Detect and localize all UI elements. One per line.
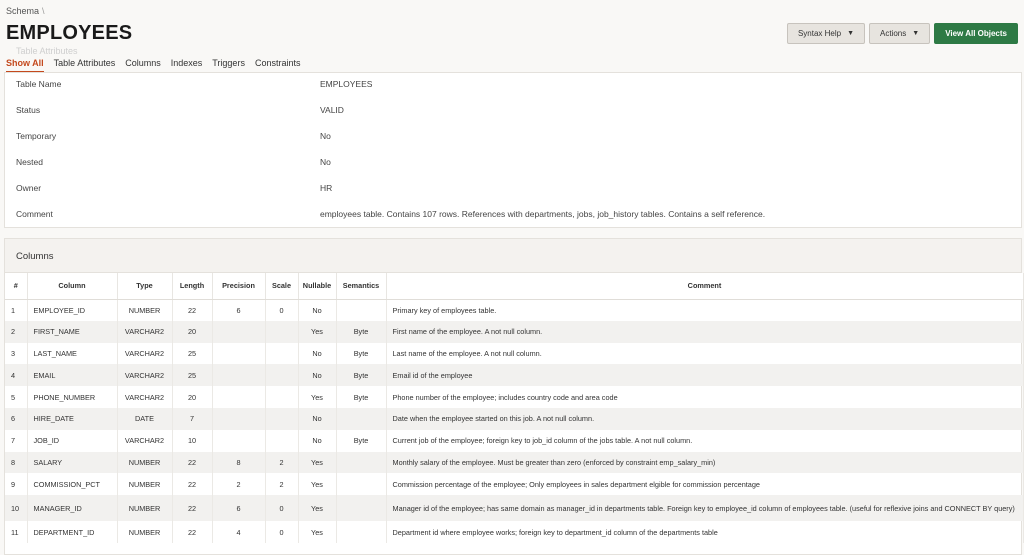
header-scale[interactable]: Scale xyxy=(265,273,298,299)
cell-length: 22 xyxy=(172,473,212,495)
table-row[interactable] xyxy=(5,364,1023,386)
cell-comment: First name of the employee. A not null column. xyxy=(386,321,1023,343)
header-comment[interactable]: Comment xyxy=(386,273,1023,299)
cell-scale xyxy=(265,408,298,430)
cell-type: NUMBER xyxy=(117,495,172,521)
cell-comment: Date when the employee started on this job. A not null column. xyxy=(386,408,1023,430)
cell-number: 4 xyxy=(5,364,27,386)
cell-comment: Last name of the employee. A not null column. xyxy=(386,343,1023,365)
table-row[interactable] xyxy=(5,321,1023,343)
cell-precision: 6 xyxy=(212,299,265,321)
attr-value: employees table. Contains 107 rows. References with departments, jobs, job_history tables. Contains a self reference. xyxy=(320,209,766,219)
cell-type: NUMBER xyxy=(117,452,172,474)
cell-column: MANAGER_ID xyxy=(27,495,117,521)
attr-table-name xyxy=(5,79,1021,105)
table-attributes-panel xyxy=(4,72,1022,228)
cell-comment: Department id where employee works; foreign key to department_id column of the departments table xyxy=(386,521,1023,543)
cell-nullable: No xyxy=(298,408,336,430)
cell-semantics xyxy=(336,495,386,521)
cell-scale xyxy=(265,343,298,365)
page-title: EMPLOYEES xyxy=(6,22,133,44)
cell-length: 25 xyxy=(172,343,212,365)
attr-value: HR xyxy=(320,183,333,193)
table-row[interactable] xyxy=(5,521,1023,543)
cell-column: LAST_NAME xyxy=(27,343,117,365)
cell-precision: 8 xyxy=(212,452,265,474)
syntax-help-button[interactable] xyxy=(787,23,865,44)
attr-key: Table Name xyxy=(16,79,62,89)
cell-semantics xyxy=(336,521,386,543)
attr-owner xyxy=(5,183,1021,209)
breadcrumb xyxy=(6,6,45,16)
table-row[interactable] xyxy=(5,299,1023,321)
cell-precision: 4 xyxy=(212,521,265,543)
attr-value: No xyxy=(320,131,331,141)
actions-label: Actions xyxy=(880,29,907,38)
cell-semantics: Byte xyxy=(336,343,386,365)
table-row[interactable] xyxy=(5,430,1023,452)
ghost-section-label: Table Attributes xyxy=(16,46,78,56)
header-precision[interactable]: Precision xyxy=(212,273,265,299)
cell-type: VARCHAR2 xyxy=(117,321,172,343)
table-row[interactable] xyxy=(5,408,1023,430)
cell-comment: Commission percentage of the employee; Only employees in sales department elgible for commission percentage xyxy=(386,473,1023,495)
cell-precision xyxy=(212,386,265,408)
cell-type: NUMBER xyxy=(117,473,172,495)
cell-length: 22 xyxy=(172,495,212,521)
cell-length: 20 xyxy=(172,386,212,408)
cell-number: 6 xyxy=(5,408,27,430)
cell-semantics: Byte xyxy=(336,386,386,408)
tab-columns[interactable]: Columns xyxy=(125,58,161,68)
cell-precision xyxy=(212,430,265,452)
section-tabs xyxy=(6,58,300,73)
cell-scale xyxy=(265,430,298,452)
cell-column: SALARY xyxy=(27,452,117,474)
cell-number: 10 xyxy=(5,495,27,521)
cell-scale: 2 xyxy=(265,452,298,474)
table-row[interactable] xyxy=(5,343,1023,365)
cell-length: 7 xyxy=(172,408,212,430)
columns-table-header xyxy=(5,273,1023,299)
cell-precision: 6 xyxy=(212,495,265,521)
cell-column: HIRE_DATE xyxy=(27,408,117,430)
cell-length: 20 xyxy=(172,321,212,343)
cell-semantics xyxy=(336,473,386,495)
tab-show-all[interactable]: Show All xyxy=(6,58,44,73)
cell-number: 8 xyxy=(5,452,27,474)
cell-comment: Phone number of the employee; includes country code and area code xyxy=(386,386,1023,408)
tab-constraints[interactable]: Constraints xyxy=(254,58,301,68)
cell-semantics xyxy=(336,452,386,474)
cell-column: DEPARTMENT_ID xyxy=(27,521,117,543)
attr-nested xyxy=(5,157,1021,183)
cell-type: NUMBER xyxy=(117,521,172,543)
cell-length: 22 xyxy=(172,452,212,474)
tab-indexes[interactable]: Indexes xyxy=(170,58,203,68)
table-row[interactable] xyxy=(5,452,1023,474)
cell-type: VARCHAR2 xyxy=(117,364,172,386)
table-row[interactable] xyxy=(5,386,1023,408)
columns-panel-title: Columns xyxy=(5,239,1021,273)
columns-table xyxy=(5,273,1024,543)
cell-scale xyxy=(265,321,298,343)
cell-column: EMAIL xyxy=(27,364,117,386)
cell-column: EMPLOYEE_ID xyxy=(27,299,117,321)
cell-number: 7 xyxy=(5,430,27,452)
cell-nullable: Yes xyxy=(298,321,336,343)
cell-scale: 0 xyxy=(265,299,298,321)
cell-nullable: Yes xyxy=(298,473,336,495)
cell-comment: Monthly salary of the employee. Must be greater than zero (enforced by constraint emp_salary_min) xyxy=(386,452,1023,474)
cell-comment: Primary key of employees table. xyxy=(386,299,1023,321)
chevron-down-icon: ▼ xyxy=(912,30,920,37)
header-number[interactable]: # xyxy=(5,273,27,299)
cell-type: VARCHAR2 xyxy=(117,430,172,452)
cell-length: 22 xyxy=(172,521,212,543)
cell-nullable: Yes xyxy=(298,452,336,474)
cell-scale xyxy=(265,386,298,408)
cell-number: 9 xyxy=(5,473,27,495)
cell-nullable: No xyxy=(298,430,336,452)
cell-nullable: No xyxy=(298,299,336,321)
cell-comment: Current job of the employee; foreign key to job_id column of the jobs table. A not null column. xyxy=(386,430,1023,452)
cell-precision: 2 xyxy=(212,473,265,495)
attr-key: Comment xyxy=(16,209,53,219)
cell-comment: Email id of the employee xyxy=(386,364,1023,386)
cell-length: 22 xyxy=(172,299,212,321)
attr-key: Nested xyxy=(16,157,43,167)
header-semantics[interactable]: Semantics xyxy=(336,273,386,299)
cell-type: VARCHAR2 xyxy=(117,343,172,365)
cell-type: NUMBER xyxy=(117,299,172,321)
columns-panel xyxy=(4,238,1022,555)
cell-semantics: Byte xyxy=(336,364,386,386)
cell-nullable: Yes xyxy=(298,386,336,408)
cell-length: 10 xyxy=(172,430,212,452)
cell-column: PHONE_NUMBER xyxy=(27,386,117,408)
cell-scale: 0 xyxy=(265,495,298,521)
attr-comment xyxy=(5,209,1021,235)
cell-column: JOB_ID xyxy=(27,430,117,452)
cell-scale: 2 xyxy=(265,473,298,495)
table-row[interactable] xyxy=(5,495,1023,521)
actions-button[interactable] xyxy=(869,23,930,44)
attr-key: Status xyxy=(16,105,41,115)
cell-precision xyxy=(212,408,265,430)
cell-precision xyxy=(212,343,265,365)
cell-nullable: No xyxy=(298,364,336,386)
cell-comment: Manager id of the employee; has same domain as manager_id in departments table. Foreign key to employee_id column of employees table. (useful for reflexive joins and CONNECT BY query) xyxy=(386,495,1023,521)
cell-number: 3 xyxy=(5,343,27,365)
header-column[interactable]: Column xyxy=(27,273,117,299)
cell-precision xyxy=(212,321,265,343)
attr-key: Owner xyxy=(16,183,42,193)
cell-semantics: Byte xyxy=(336,321,386,343)
tab-table-attributes[interactable]: Table Attributes xyxy=(53,58,116,68)
header-nullable[interactable]: Nullable xyxy=(298,273,336,299)
breadcrumb-separator: \ xyxy=(42,6,45,16)
cell-column: FIRST_NAME xyxy=(27,321,117,343)
cell-number: 11 xyxy=(5,521,27,543)
cell-column: COMMISSION_PCT xyxy=(27,473,117,495)
cell-length: 25 xyxy=(172,364,212,386)
cell-nullable: Yes xyxy=(298,495,336,521)
cell-scale xyxy=(265,364,298,386)
chevron-down-icon: ▼ xyxy=(847,30,855,37)
cell-semantics xyxy=(336,408,386,430)
breadcrumb-schema-link[interactable]: Schema xyxy=(6,6,40,16)
cell-semantics xyxy=(336,299,386,321)
header-type[interactable]: Type xyxy=(117,273,172,299)
cell-number: 1 xyxy=(5,299,27,321)
attr-value: EMPLOYEES xyxy=(320,79,373,89)
attr-value: VALID xyxy=(320,105,344,115)
attr-temporary xyxy=(5,131,1021,157)
cell-number: 2 xyxy=(5,321,27,343)
attr-value: No xyxy=(320,157,331,167)
cell-number: 5 xyxy=(5,386,27,408)
table-row[interactable] xyxy=(5,473,1023,495)
cell-semantics: Byte xyxy=(336,430,386,452)
header-actions xyxy=(787,23,1018,44)
cell-type: DATE xyxy=(117,408,172,430)
view-all-objects-button[interactable]: View All Objects xyxy=(934,23,1018,44)
cell-scale: 0 xyxy=(265,521,298,543)
cell-precision xyxy=(212,364,265,386)
syntax-help-label: Syntax Help xyxy=(797,29,842,38)
attr-key: Temporary xyxy=(16,131,57,141)
tab-triggers[interactable]: Triggers xyxy=(212,58,245,68)
attr-status xyxy=(5,105,1021,131)
cell-nullable: Yes xyxy=(298,521,336,543)
cell-nullable: No xyxy=(298,343,336,365)
header-length[interactable]: Length xyxy=(172,273,212,299)
cell-type: VARCHAR2 xyxy=(117,386,172,408)
